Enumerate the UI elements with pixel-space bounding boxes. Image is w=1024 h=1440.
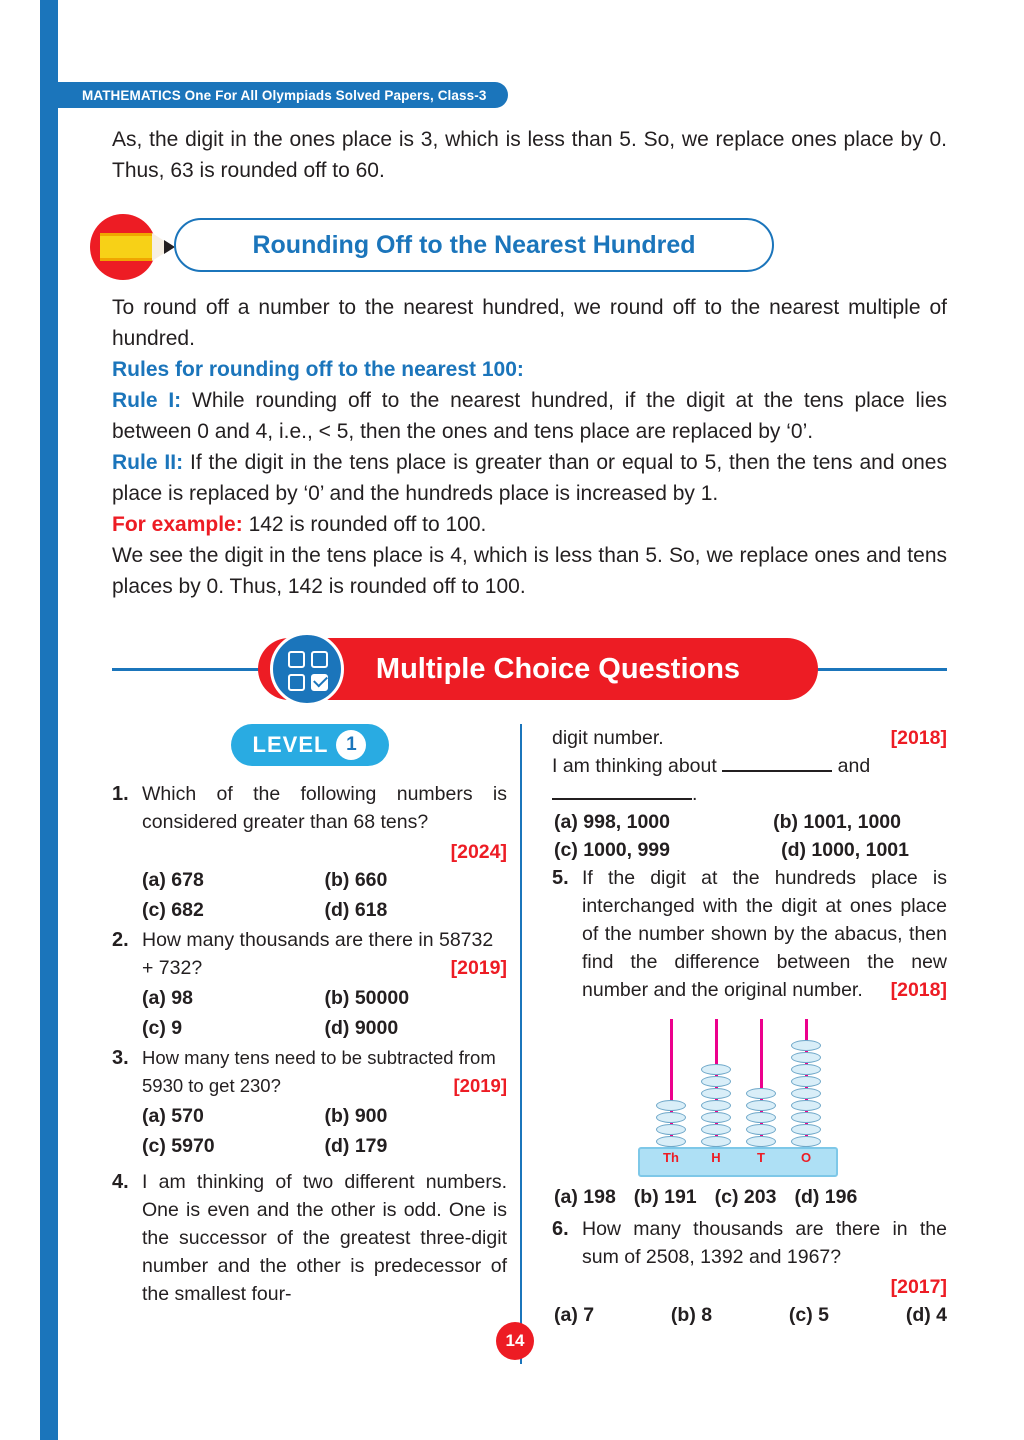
question-year: [2019] bbox=[450, 957, 507, 979]
q4-continued-line-2 bbox=[552, 752, 947, 780]
question-text: Which of the following numbers is considered greater than 68 tens? bbox=[142, 783, 507, 833]
column-divider bbox=[520, 724, 522, 1364]
question-options bbox=[112, 866, 507, 894]
option-a[interactable]: (a) 570 bbox=[142, 1105, 204, 1127]
section-title-pill bbox=[174, 218, 774, 272]
option-b[interactable]: (b) 50000 bbox=[324, 987, 410, 1009]
question-number: 1. bbox=[112, 783, 129, 805]
question-options bbox=[112, 1014, 507, 1042]
mcq-title: Multiple Choice Questions bbox=[375, 652, 741, 685]
option-b[interactable]: (b) 900 bbox=[324, 1105, 388, 1127]
answer-blank bbox=[722, 770, 832, 772]
abacus-label-th: Th bbox=[663, 1150, 679, 1165]
page-content bbox=[112, 124, 947, 1374]
example-line bbox=[112, 509, 947, 540]
q4-continued-text: digit number. bbox=[552, 727, 664, 749]
option-b[interactable]: (b) 191 bbox=[633, 1186, 697, 1208]
mcq-banner bbox=[112, 630, 947, 708]
abacus-figure bbox=[638, 1012, 838, 1177]
abacus-label-o: O bbox=[800, 1150, 812, 1165]
example-text: 142 is rounded off to 100. bbox=[248, 513, 487, 536]
q4-continued-text: I am thinking about bbox=[552, 755, 717, 777]
left-column bbox=[112, 724, 507, 1310]
option-c[interactable]: (c) 1000, 999 bbox=[554, 839, 671, 861]
rule-1 bbox=[112, 385, 947, 447]
page-spine bbox=[40, 0, 58, 1440]
option-a[interactable]: (a) 678 bbox=[142, 869, 204, 891]
question-options bbox=[112, 1132, 507, 1160]
option-b[interactable]: (b) 1001, 1000 bbox=[773, 811, 901, 833]
option-a[interactable]: (a) 7 bbox=[554, 1304, 595, 1326]
q4-continued-text: and bbox=[837, 755, 871, 777]
option-c[interactable]: (c) 5 bbox=[788, 1304, 830, 1326]
question-number: 5. bbox=[552, 867, 569, 889]
rule-2-text: If the digit in the tens place is greater than or equal to 5, then the tens and ones place is replaced by ‘0’ and the hundreds place is increased by 1. bbox=[112, 451, 947, 505]
rule-1-text: While rounding off to the nearest hundred, if the digit at the tens place lies between 0 and 4, i.e., < 5, then the ones and tens place are replaced by ‘0’. bbox=[112, 389, 947, 443]
abacus-label-t: T bbox=[757, 1150, 765, 1165]
intro-paragraph: As, the digit in the ones place is 3, which is less than 5. So, we replace ones place by 0. Thus, 63 is rounded off to 60. bbox=[112, 128, 947, 182]
abacus-label-h: H bbox=[711, 1150, 721, 1165]
option-c[interactable]: (c) 682 bbox=[142, 899, 204, 921]
question-number: 2. bbox=[112, 929, 129, 951]
question-item bbox=[112, 926, 507, 982]
rules-heading: Rules for rounding off to the nearest 100: bbox=[112, 358, 524, 381]
option-b[interactable]: (b) 8 bbox=[670, 1304, 713, 1326]
option-d[interactable]: (d) 4 bbox=[905, 1304, 947, 1326]
option-c[interactable]: (c) 9 bbox=[142, 1017, 183, 1039]
question-options bbox=[552, 1183, 947, 1211]
question-options bbox=[552, 836, 947, 864]
question-options bbox=[552, 1301, 947, 1329]
option-b[interactable]: (b) 660 bbox=[324, 869, 388, 891]
option-c[interactable]: (c) 203 bbox=[714, 1186, 777, 1208]
option-a[interactable]: (a) 998, 1000 bbox=[554, 811, 671, 833]
question-number: 6. bbox=[552, 1218, 569, 1240]
question-year: [2018] bbox=[890, 979, 947, 1001]
question-options bbox=[112, 896, 507, 924]
question-options bbox=[112, 1102, 507, 1130]
option-d[interactable]: (d) 196 bbox=[794, 1186, 858, 1208]
option-d[interactable]: (d) 9000 bbox=[324, 1017, 399, 1039]
section-title: Rounding Off to the Nearest Hundred bbox=[252, 230, 696, 259]
running-header-text: MATHEMATICS One For All Olympiads Solved Papers, Class-3 bbox=[82, 87, 487, 103]
rules-heading-line bbox=[112, 354, 947, 385]
question-item bbox=[112, 780, 507, 836]
option-c[interactable]: (c) 5970 bbox=[142, 1135, 215, 1157]
level-label: LEVEL bbox=[252, 732, 329, 757]
running-header bbox=[56, 82, 508, 108]
question-options bbox=[112, 984, 507, 1012]
question-year: [2024] bbox=[450, 841, 507, 863]
rule-2-label: Rule II: bbox=[112, 451, 184, 474]
option-d[interactable]: (d) 618 bbox=[324, 899, 388, 921]
question-text: How many thousands are there in 58732 + 732? bbox=[142, 929, 494, 979]
rule-2 bbox=[112, 447, 947, 509]
pencil-icon-body bbox=[100, 233, 152, 261]
question-text: How many thousands are there in the sum of 2508, 1392 and 1967? bbox=[582, 1218, 947, 1268]
question-item bbox=[552, 1215, 947, 1271]
question-number: 4. bbox=[112, 1171, 129, 1193]
question-year: [2019] bbox=[453, 1075, 507, 1096]
example-explanation: We see the digit in the tens place is 4, which is less than 5. So, we replace ones and tens places by 0. Thus, 142 is rounded off to 100. bbox=[112, 544, 947, 598]
option-d[interactable]: (d) 179 bbox=[324, 1135, 388, 1157]
checklist-icon bbox=[270, 632, 344, 706]
question-item bbox=[112, 1044, 507, 1100]
question-text: I am thinking of two different numbers. One is even and the other is odd. One is the successor of the greatest three-digit number and the other is predecessor of the smallest four- bbox=[142, 1171, 507, 1305]
right-column bbox=[552, 724, 947, 1329]
level-badge bbox=[231, 724, 389, 766]
answer-blank bbox=[552, 798, 692, 800]
section-heading bbox=[112, 212, 947, 282]
question-item bbox=[112, 1168, 507, 1308]
section-intro: To round off a number to the nearest hundred, we round off to the nearest multiple of hundred. bbox=[112, 296, 947, 350]
option-a[interactable]: (a) 198 bbox=[554, 1186, 616, 1208]
option-a[interactable]: (a) 98 bbox=[142, 987, 193, 1009]
option-d[interactable]: (d) 1000, 1001 bbox=[781, 839, 909, 861]
level-number: 1 bbox=[336, 730, 366, 760]
rule-1-label: Rule I: bbox=[112, 389, 182, 412]
question-text: If the digit at the hundreds place is interchanged with the digit at ones place of the number shown by the abacus, then find the difference between the new number and the original number. bbox=[582, 867, 947, 1001]
question-text: How many tens need to be subtracted from 5930 to get 230? bbox=[142, 1047, 496, 1096]
question-year: [2018] bbox=[890, 727, 947, 749]
question-columns bbox=[112, 724, 947, 1374]
page-number-badge bbox=[496, 1322, 534, 1360]
q4-continued-line-3: . bbox=[552, 780, 947, 808]
question-item bbox=[552, 864, 947, 1004]
q4-continued-line-1 bbox=[552, 724, 947, 752]
question-number: 3. bbox=[112, 1047, 129, 1069]
question-options bbox=[552, 808, 947, 836]
question-year: [2017] bbox=[890, 1276, 947, 1298]
page-number: 14 bbox=[505, 1331, 525, 1350]
example-label: For example: bbox=[112, 513, 243, 536]
